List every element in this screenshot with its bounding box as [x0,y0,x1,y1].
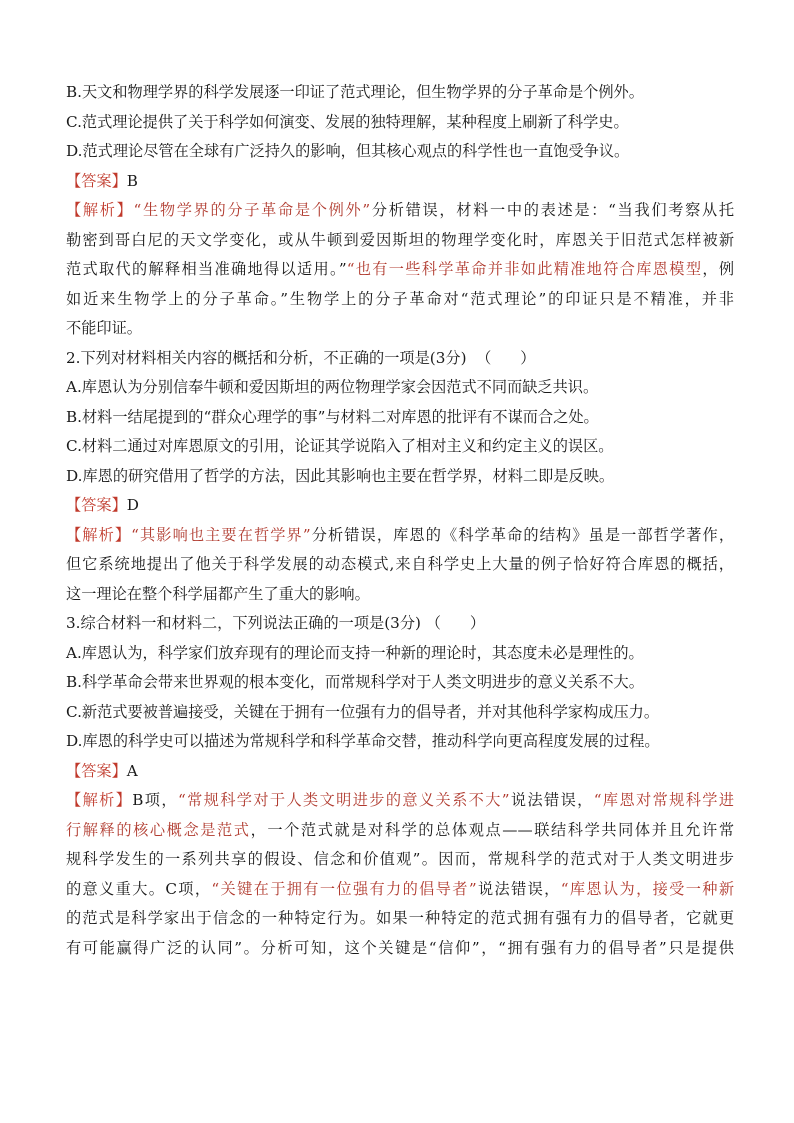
analysis-tag: 【解析】 [66,791,133,809]
q2-analysis-line-1: 【解析】“其影响也主要在哲学界”分析错误，库恩的《科学革命的结构》虽是一部哲学著作， [66,525,735,544]
q2-analysis-line-2: 但它系统地提出了他关于科学发展的动态模式,来自科学史上大量的例子恰好符合库恩的概括， [66,555,734,573]
q1-analysis-line-2: 勒密到哥白尼的天文学变化，或从牛顿到爱因斯坦的物理学变化时，库恩关于旧范式怎样被新 [66,230,734,249]
q3-option-c: C.新范式要被普遍接受，关键在于拥有一位强有力的倡导者，并对其他科学家构成压力。 [66,702,660,721]
q3-option-b: B.科学革命会带来世界观的根本变化，而常规科学对于人类文明进步的意义关系不大。 [66,673,644,691]
analysis-quote: “其影响也主要在哲学界” [131,525,311,544]
q2-stem: 2.下列对材料相关内容的概括和分析，不正确的一项是(3分) （ ） [66,348,536,367]
q3-stem: 3.综合材料一和材料二，下列说法正确的一项是(3分) （ ） [66,614,486,632]
q2-option-d: D.库恩的研究借用了哲学的方法，因此其影响也主要在哲学界，材料二即是反映。 [66,466,615,485]
q3-analysis-line-6: 有可能赢得广泛的认同”。分析可知，这个关键是“信仰”，“拥有强有力的倡导者”只是提供 [66,938,734,957]
q2-option-c: C.材料二通过对库恩原文的引用，论证其学说陷入了相对主义和约定主义的误区。 [66,437,614,455]
analysis-quote: “也有一些科学革命并非如此精准地符合库恩模型 [346,260,703,278]
analysis-quote: “常规科学对于人类文明进步的意义关系不大” [177,791,510,809]
q3-analysis-line-1: 【解析】B项，“常规科学对于人类文明进步的意义关系不大”说法错误，“库恩对常规科学进 [66,791,735,809]
analysis-quote: “库恩认为，接受一种新 [560,879,735,898]
q2-analysis-line-3: 这一理论在整个科学届都产生了重大的影响。 [66,584,370,603]
q2-answer [66,491,734,521]
q3-answer [66,757,734,787]
analysis-tag: 【解析】 [66,201,134,219]
analysis-quote: “关键在于拥有一位强有力的倡导者” [211,879,477,898]
q1-option-b: B.天文和物理学界的科学发展逐一印证了范式理论，但生物学界的分子革命是个例外。 [66,83,644,101]
q1-analysis-line-1: 【解析】“生物学界的分子革命是个例外”分析错误，材料一中的表述是：“当我们考察从托 [66,201,735,219]
q1-answer [66,167,734,197]
analysis-quote: “库恩对常规科学进 [593,791,735,809]
analysis-tag: 【解析】 [66,525,132,544]
q3-analysis-line-4: 的意义重大。C项，“关键在于拥有一位强有力的倡导者”说法错误，“库恩认为，接受一种新 [66,879,735,898]
analysis-quote: 行解释的核心概念是范式 [66,820,251,839]
q3-analysis-line-5: 的范式是科学家出于信念的一种特定行为。如果一种特定的范式拥有强有力的倡导者，它就更 [66,909,734,927]
answer-value: A [126,761,138,780]
q3-option-d: D.库恩的科学史可以描述为常规科学和科学革命交替，推动科学向更高程度发展的过程。 [66,732,660,750]
q1-option-d: D.范式理论尽管在全球有广泛持久的影响，但其核心观点的科学性也一直饱受争议。 [66,142,630,160]
q3-analysis-line-3: 规科学发生的一系列共享的假设、信念和价值观”。因而，常规科学的范式对于人类文明进步 [66,850,734,868]
answer-tag: 【答案】 [66,171,127,190]
q1-analysis-line-3: 范式取代的解释相当准确地得以适用。”“也有一些科学革命并非如此精准地符合库恩模型，例 [66,260,735,278]
q2-option-b: B.材料一结尾提到的“群众心理学的事”与材料二对库恩的批评有不谋而合之处。 [66,407,599,426]
answer-tag: 【答案】 [66,496,127,514]
answer-value: D [126,496,139,514]
document-page [66,78,734,963]
q1-analysis-line-5: 不能印证。 [66,319,142,337]
q3-option-a: A.库恩认为，科学家们放弃现有的理论而支持一种新的理论时，其态度未必是理性的。 [66,643,644,662]
q2-option-a: A.库恩认为分别信奉牛顿和爱因斯坦的两位物理学家会因范式不同而缺乏共识。 [66,378,599,396]
answer-value: B [126,171,138,190]
q1-option-c: C.范式理论提供了关于科学如何演变、发展的独特理解，某种程度上刷新了科学史。 [66,112,629,131]
answer-tag: 【答案】 [66,761,127,780]
analysis-quote: “生物学界的分子革命是个例外” [133,201,371,219]
q1-analysis-line-4: 如近来生物学上的分子革命。”生物学上的分子革命对“范式理论”的印证只是不精准，并非 [66,289,734,308]
q3-analysis-line-2: 行解释的核心概念是范式，一个范式就是对科学的总体观点——联结科学共同体并且允许常 [66,820,735,839]
